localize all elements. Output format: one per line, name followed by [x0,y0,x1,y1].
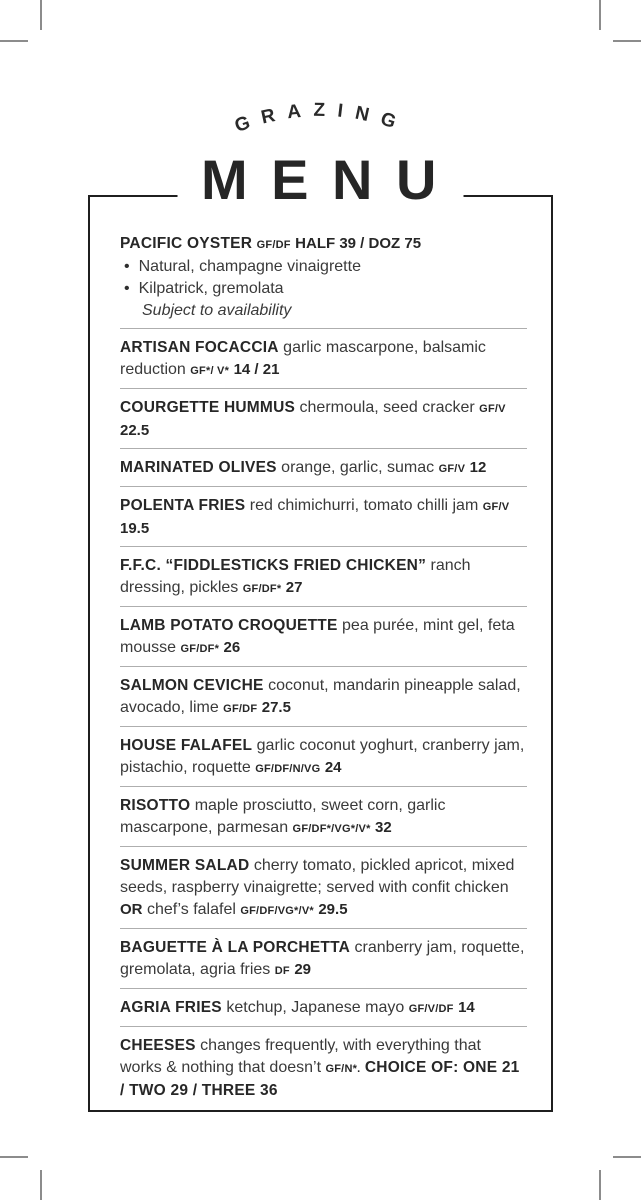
item-desc: ketchup, Japanese mayo [226,999,405,1016]
menu-item [120,675,527,720]
menu-item [120,615,527,660]
item-desc: cherry tomato, pickled apricot, mixed seeds, raspberry vinaigrette; served with confit chicken [120,857,515,896]
item-desc: red chimichurri, tomato chilli jam [249,497,479,514]
item-name: PACIFIC OYSTER [120,235,253,252]
item-tags: GF/V/DF [408,1003,454,1015]
menu-item [120,795,527,840]
item-desc: chef’s falafel [146,901,236,918]
bullet-icon: • [124,258,130,275]
item-tags: GF/DF*/VG*/V* [292,823,371,835]
item-tags: GF/DF* [180,643,220,655]
crop-mark-bottom-left-vertical [40,1170,42,1200]
item-price: 32 [375,819,392,836]
item-desc: orange, garlic, sumac [281,459,435,476]
page-title: MENU [177,150,464,210]
item-price: 29.5 [318,901,348,918]
item-choice-pricing: CHOICE OF: ONE 21 / TWO 29 / THREE 36 [120,1059,520,1099]
divider [120,546,527,547]
item-name: LAMB POTATO CROQUETTE [120,617,338,634]
item-price: HALF 39 / DOZ 75 [295,235,422,252]
bullet-text: Kilpatrick, gremolata [138,280,284,297]
item-name: BAGUETTE À LA PORCHETTA [120,939,351,956]
item-name: AGRIA FRIES [120,999,222,1016]
item-tags: DF [274,965,290,977]
item-tags: GF/N*. [325,1063,361,1075]
item-desc: maple prosciutto, sweet corn, garlic mascarpone, parmesan [120,797,446,836]
menu-item [120,555,527,600]
divider [120,928,527,929]
divider [120,486,527,487]
divider [120,388,527,389]
item-name: CHEESES [120,1037,196,1054]
item-or-label: OR [120,901,143,918]
item-price: 12 [469,459,487,476]
divider [120,328,527,329]
item-tags: GF/DF [223,703,258,715]
item-desc: cranberry jam, roquette, gremolata, agria fries [120,939,525,978]
crop-mark-top-right-horizontal [613,40,641,42]
menu-item [120,457,527,480]
divider [120,606,527,607]
item-price: 19.5 [120,520,150,537]
crop-mark-top-right-vertical [599,0,601,30]
menu-item [120,937,527,982]
divider [120,726,527,727]
bullet-item [120,256,527,278]
bullet-text: Natural, champagne vinaigrette [138,258,361,275]
menu-item [120,997,527,1020]
menu-item [120,233,527,322]
item-tags: GF/V [438,463,466,475]
item-name: SALMON CEVICHE [120,677,264,694]
divider [120,666,527,667]
item-name: SUMMER SALAD [120,857,250,874]
item-tags: GF/V [479,403,506,415]
arc-title-svg [186,90,456,148]
item-desc: changes frequently, with everything that works & nothing that doesn’t [120,1037,481,1076]
item-name: ARTISAN FOCACCIA [120,339,279,356]
menu-item [120,495,527,540]
divider [120,786,527,787]
item-price: 14 / 21 [233,361,280,378]
availability-note: Subject to availability [142,302,292,319]
item-price: 26 [223,639,241,656]
item-name: HOUSE FALAFEL [120,737,253,754]
crop-mark-top-left-vertical [40,0,42,30]
item-tags: GF/DF/VG*/V* [240,905,314,917]
bullet-item [120,278,527,300]
item-tags: GF/DF* [242,583,282,595]
item-desc: garlic coconut yoghurt, cranberry jam, pistachio, roquette [120,737,525,776]
menu-item [120,1035,527,1102]
item-tags: GF*/ V* [190,365,230,377]
item-desc: coconut, mandarin pineapple salad, avocado, lime [120,677,521,716]
menu-item [120,735,527,780]
divider [120,988,527,989]
crop-mark-top-left-horizontal [0,40,28,42]
bullet-icon: • [124,280,130,297]
item-desc: chermoula, seed cracker [299,399,475,416]
item-desc: ranch dressing, pickles [120,557,471,596]
item-name: MARINATED OLIVES [120,459,277,476]
item-name: COURGETTE HUMMUS [120,399,296,416]
item-price: 14 [458,999,475,1016]
menu-item [120,397,527,442]
item-name: POLENTA FRIES [120,497,246,514]
item-price: 24 [324,759,342,776]
divider [120,448,527,449]
item-price: 29 [294,961,311,978]
item-name: RISOTTO [120,797,191,814]
menu-card [88,195,553,1112]
crop-mark-bottom-right-vertical [599,1170,601,1200]
item-tags: GF/DF [256,239,291,251]
item-tags: GF/DF/N/VG [255,763,321,775]
divider [120,846,527,847]
divider [120,1026,527,1027]
crop-mark-bottom-right-horizontal [613,1156,641,1158]
crop-mark-bottom-left-horizontal [0,1156,28,1158]
item-desc: garlic mascarpone, balsamic reduction [120,339,486,378]
item-price: 22.5 [120,422,150,439]
arc-title: GRAZING [231,99,410,137]
item-price: 27.5 [261,699,291,716]
menu-item [120,855,527,922]
item-desc: pea purée, mint gel, feta mousse [120,617,515,656]
item-price: 27 [285,579,303,596]
menu-item [120,337,527,382]
svg-text:GRAZING [232,100,410,137]
item-tags: GF/V [482,501,510,513]
item-name: F.F.C. “FIDDLESTICKS FRIED CHICKEN” [120,557,427,574]
